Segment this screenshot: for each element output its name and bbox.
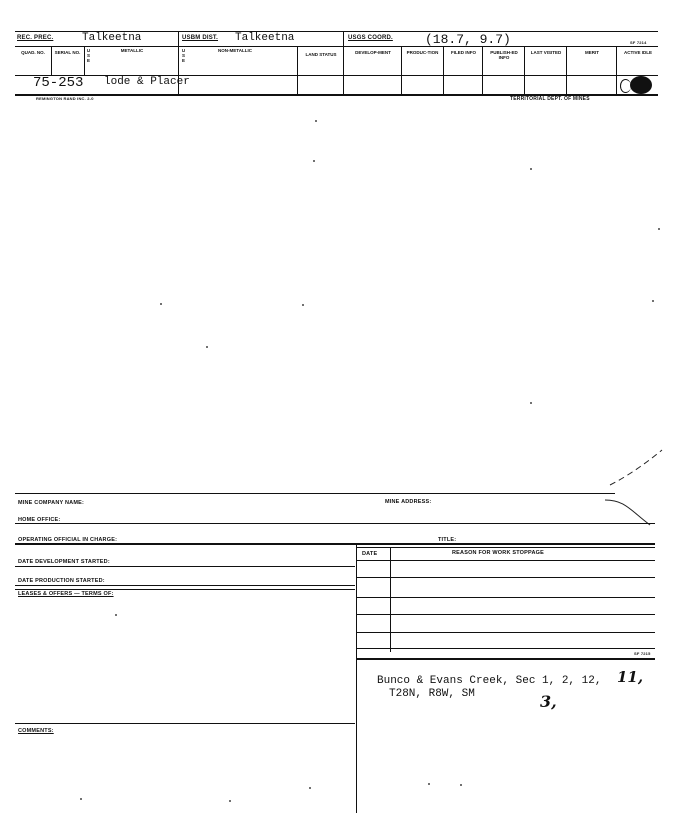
- usbm-dist-value: Talkeetna: [235, 32, 295, 44]
- mine-company-name-label: MINE COMPANY NAME:: [18, 500, 85, 506]
- usbm-dist-label: USBM DIST.: [182, 35, 219, 41]
- usgs-coord-label: USGS COORD.: [348, 35, 393, 41]
- form-number-top: SF 7214: [630, 40, 647, 45]
- speck: [309, 787, 311, 789]
- corner-curve: [600, 440, 670, 530]
- location-line-2: T28N, R8W, SM: [389, 688, 475, 700]
- speck: [80, 798, 82, 800]
- serial-value: 75-253: [33, 75, 84, 91]
- speck: [229, 800, 231, 802]
- scribble-mark: [620, 79, 631, 93]
- col-land-status: LAND STATUS: [305, 52, 337, 57]
- metallic-value: lode & Placer: [104, 76, 190, 88]
- location-line-1: Bunco & Evans Creek, Sec 1, 2, 12,: [377, 675, 602, 687]
- col-development: DEVELOP-MENT: [355, 50, 391, 55]
- col-merit: MERIT: [585, 50, 599, 55]
- usgs-coord-value: (18.7, 9.7): [425, 32, 511, 47]
- punch-mark: [630, 76, 652, 94]
- col-active-idle: ACTIVE IDLE: [623, 50, 652, 55]
- date-column-header: DATE: [362, 551, 378, 557]
- speck: [115, 614, 117, 616]
- col-metallic: METALLIC: [120, 48, 144, 53]
- speck: [315, 120, 317, 122]
- location-handwritten-section: 11,: [617, 668, 644, 686]
- speck: [658, 228, 660, 230]
- handwritten-mark: 3,: [540, 692, 557, 711]
- rec-prec-label: REC. PREC.: [17, 35, 54, 41]
- speck: [313, 160, 315, 162]
- home-office-label: HOME OFFICE:: [18, 517, 61, 523]
- comments-label: COMMENTS:: [18, 728, 54, 734]
- date-production-label: DATE PRODUCTION STARTED:: [18, 578, 105, 584]
- reason-column-header: REASON FOR WORK STOPPAGE: [452, 550, 544, 556]
- speck: [160, 303, 162, 305]
- rec-prec-value: Talkeetna: [82, 32, 142, 44]
- territorial-label: TERRITORIAL DEPT. OF MINES: [510, 96, 590, 102]
- mine-address-label: MINE ADDRESS:: [385, 499, 432, 505]
- col-quad-no: QUAD. NO.: [21, 50, 45, 55]
- col-use-metallic: U S E: [86, 48, 91, 63]
- speck: [530, 168, 532, 170]
- speck: [460, 784, 462, 786]
- speck: [302, 304, 304, 306]
- col-filed-info: FILED INFO: [451, 50, 476, 55]
- speck: [428, 783, 430, 785]
- col-use-nonmetallic: U S E: [181, 48, 186, 63]
- col-non-metallic: NON-METALLIC: [218, 48, 252, 53]
- speck: [652, 300, 654, 302]
- col-production: PRODUC-TION: [406, 50, 439, 55]
- col-published-info: PUBLISH-ED INFO: [490, 50, 518, 60]
- speck: [206, 346, 208, 348]
- col-last-visited: LAST VISITED: [530, 50, 562, 55]
- speck: [530, 402, 532, 404]
- leases-label: LEASES & OFFERS — TERMS OF:: [18, 591, 114, 597]
- printer-line: REMINGTON RAND INC. 2-0: [36, 96, 94, 101]
- date-development-label: DATE DEVELOPMENT STARTED:: [18, 559, 110, 565]
- operating-official-label: OPERATING OFFICIAL IN CHARGE:: [18, 537, 118, 543]
- col-serial-no: SERIAL NO.: [54, 50, 81, 55]
- form-number-bottom: SF 7215: [634, 651, 651, 656]
- title-label: TITLE:: [438, 537, 457, 543]
